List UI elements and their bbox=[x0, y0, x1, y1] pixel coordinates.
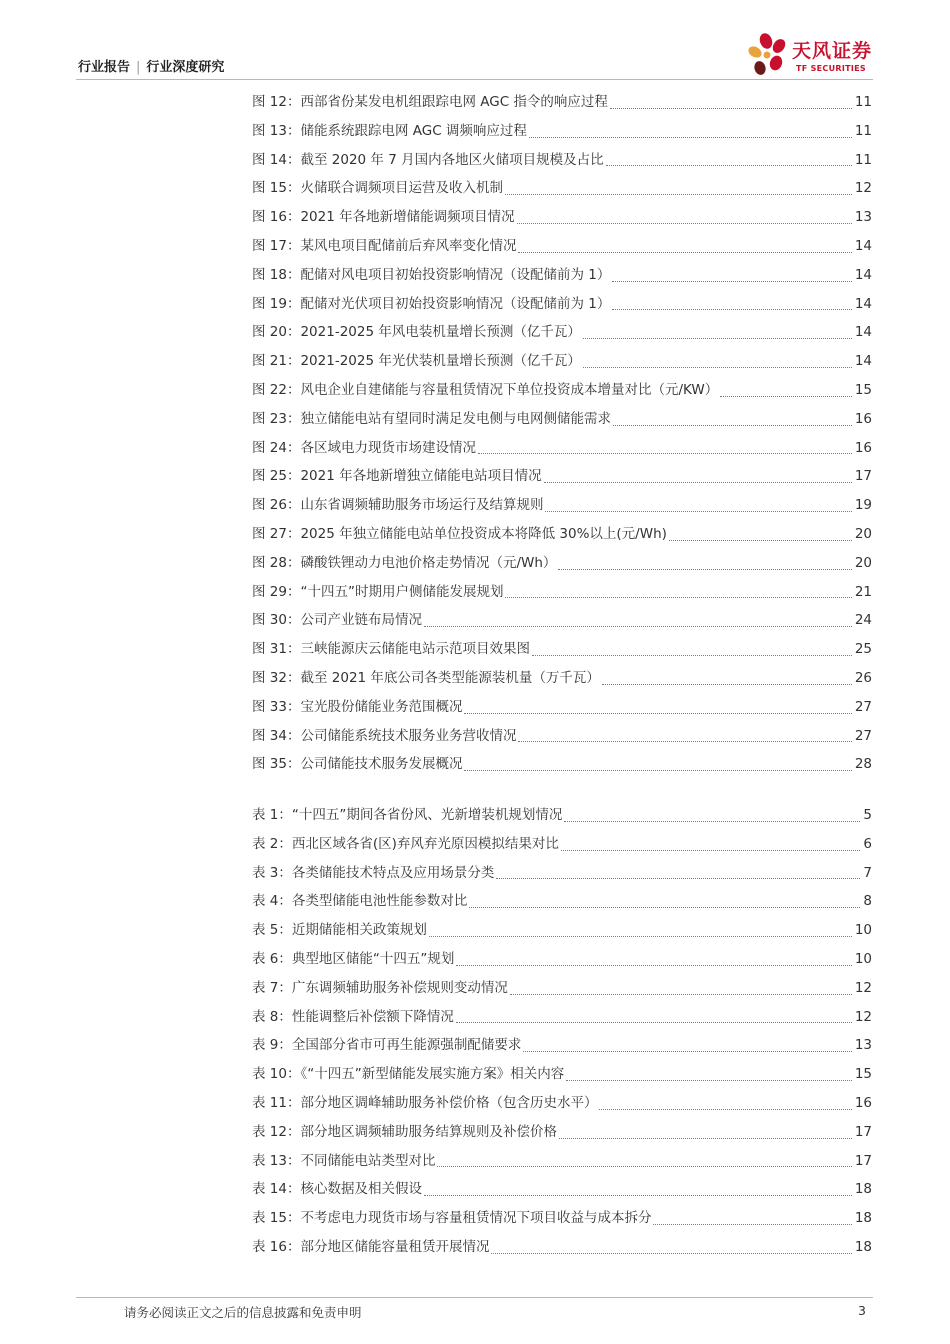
toc-entry-page: 21 bbox=[854, 583, 872, 600]
report-type-label: 行业报告 bbox=[78, 60, 131, 75]
figure-toc-entry[interactable] bbox=[252, 750, 872, 779]
toc-entry-page: 14 bbox=[854, 295, 872, 312]
report-category-label: 行业深度研究 bbox=[146, 60, 225, 75]
toc-entry-label: 图 15：火储联合调频项目运营及收入机制 bbox=[252, 180, 503, 197]
toc-entry-page: 26 bbox=[854, 669, 872, 686]
toc-entry-label: 图 32：截至 2021 年底公司各类型能源装机量（万千瓦） bbox=[252, 669, 600, 686]
dot-leader bbox=[464, 770, 851, 771]
table-toc-entry[interactable] bbox=[252, 1089, 872, 1118]
toc-entry-label: 图 31：三峡能源庆云储能电站示范项目效果图 bbox=[252, 641, 530, 658]
dot-leader bbox=[424, 626, 852, 627]
dot-leader bbox=[496, 878, 860, 879]
figure-toc-entry[interactable] bbox=[252, 261, 872, 290]
toc-entry-label: 图 23：独立储能电站有望同时满足发电侧与电网侧储能需求 bbox=[252, 410, 611, 427]
toc-entry-label: 表 14：核心数据及相关假设 bbox=[252, 1181, 422, 1198]
tables-toc bbox=[252, 801, 872, 1262]
figure-toc-entry[interactable] bbox=[252, 347, 872, 376]
toc-entry-page: 18 bbox=[854, 1238, 872, 1255]
dot-leader bbox=[523, 1051, 851, 1052]
table-toc-entry[interactable] bbox=[252, 1060, 872, 1089]
toc-entry-page: 12 bbox=[854, 979, 872, 996]
figure-toc-entry[interactable] bbox=[252, 88, 872, 117]
footer-divider bbox=[76, 1297, 873, 1298]
table-toc-entry[interactable] bbox=[252, 1204, 872, 1233]
figure-toc-entry[interactable] bbox=[252, 318, 872, 347]
brand-name-en: TF SECURITIES bbox=[796, 64, 866, 73]
toc-entry-page: 14 bbox=[854, 324, 872, 341]
figure-toc-entry[interactable] bbox=[252, 462, 872, 491]
dot-leader bbox=[469, 907, 860, 908]
figure-toc-entry[interactable] bbox=[252, 635, 872, 664]
figure-toc-entry[interactable] bbox=[252, 434, 872, 463]
dot-leader bbox=[566, 1080, 852, 1081]
toc-entry-label: 图 27：2025 年独立储能电站单位投资成本将降低 30%以上(元/Wh) bbox=[252, 525, 667, 542]
flower-logo-icon bbox=[746, 30, 794, 82]
figures-toc bbox=[252, 88, 872, 779]
dot-leader bbox=[545, 511, 851, 512]
figure-toc-entry[interactable] bbox=[252, 203, 872, 232]
dot-leader bbox=[561, 850, 860, 851]
toc-entry-label: 图 30：公司产业链布局情况 bbox=[252, 612, 422, 629]
toc-entry-page: 25 bbox=[854, 641, 872, 658]
dot-leader bbox=[583, 338, 852, 339]
toc-entry-label: 表 6：典型地区储能“十四五”规划 bbox=[252, 950, 455, 967]
dot-leader bbox=[510, 994, 852, 995]
dot-leader bbox=[532, 655, 852, 656]
toc-entry-page: 27 bbox=[854, 727, 872, 744]
toc-entry-page: 17 bbox=[854, 468, 872, 485]
table-toc-entry[interactable] bbox=[252, 859, 872, 888]
toc-entry-page: 20 bbox=[854, 554, 872, 571]
toc-entry-label: 表 13：不同储能电站类型对比 bbox=[252, 1152, 436, 1169]
dot-leader bbox=[505, 597, 851, 598]
dot-leader bbox=[669, 540, 852, 541]
figure-toc-entry[interactable] bbox=[252, 405, 872, 434]
toc-entry-label: 图 26：山东省调频辅助服务市场运行及结算规则 bbox=[252, 497, 544, 514]
toc-entry-label: 图 28：磷酸铁锂动力电池价格走势情况（元/Wh） bbox=[252, 554, 557, 571]
toc-entry-page: 16 bbox=[854, 439, 872, 456]
dot-leader bbox=[612, 309, 851, 310]
brand-name-cn: 天风证券 bbox=[792, 40, 873, 62]
dot-leader bbox=[491, 1253, 851, 1254]
toc-entry-page: 18 bbox=[854, 1210, 872, 1227]
table-toc-entry[interactable] bbox=[252, 830, 872, 859]
dot-leader bbox=[606, 165, 852, 166]
toc-entry-label: 图 22：风电企业自建储能与容量租赁情况下单位投资成本增量对比（元/KW） bbox=[252, 381, 719, 398]
table-toc-entry[interactable] bbox=[252, 1003, 872, 1032]
toc-entry-label: 图 25：2021 年各地新增独立储能电站项目情况 bbox=[252, 468, 542, 485]
toc-entry-page: 11 bbox=[854, 151, 872, 168]
toc-entry-label: 表 1：“十四五”期间各省份风、光新增装机规划情况 bbox=[252, 807, 563, 823]
table-toc-entry[interactable] bbox=[252, 945, 872, 974]
dot-leader bbox=[612, 281, 851, 282]
toc-entry-label: 表 4：各类型储能电池性能参数对比 bbox=[252, 893, 468, 910]
table-toc-entry[interactable] bbox=[252, 1175, 872, 1204]
dot-leader bbox=[599, 1109, 851, 1110]
disclaimer-notice: 请务必阅读正文之后的信息披露和免责申明 bbox=[124, 1305, 362, 1320]
figure-toc-entry[interactable] bbox=[252, 232, 872, 261]
toc-entry-page: 15 bbox=[854, 1066, 872, 1083]
dot-leader bbox=[653, 1224, 851, 1225]
toc-entry-label: 表 10：《“十四五”新型储能发展实施方案》相关内容 bbox=[252, 1066, 565, 1083]
toc-entry-label: 表 12：部分地区调频辅助服务结算规则及补偿价格 bbox=[252, 1123, 557, 1140]
toc-entry-page: 12 bbox=[854, 180, 872, 197]
header-divider bbox=[76, 79, 873, 80]
toc-entry-page: 7 bbox=[863, 864, 872, 881]
figure-toc-entry[interactable] bbox=[252, 693, 872, 722]
table-toc-entry[interactable] bbox=[252, 1233, 872, 1262]
toc-entry-page: 17 bbox=[854, 1123, 872, 1140]
table-toc-entry[interactable] bbox=[252, 1147, 872, 1176]
toc-entry-label: 表 16：部分地区储能容量租赁开展情况 bbox=[252, 1238, 490, 1255]
dot-leader bbox=[505, 194, 852, 195]
toc-entry-label: 图 35：公司储能技术服务发展概况 bbox=[252, 756, 463, 773]
dot-leader bbox=[583, 367, 852, 368]
dot-leader bbox=[478, 453, 852, 454]
toc-entry-page: 16 bbox=[854, 410, 872, 427]
toc-entry-page: 13 bbox=[854, 1037, 872, 1054]
toc-entry-page: 28 bbox=[854, 756, 872, 773]
dot-leader bbox=[558, 569, 851, 570]
toc-entry-label: 图 13：储能系统跟踪电网 AGC 调频响应过程 bbox=[252, 122, 527, 139]
toc-entry-label: 图 20：2021-2025 年风电装机量增长预测（亿千瓦） bbox=[252, 324, 581, 341]
dot-leader bbox=[544, 482, 852, 483]
toc-entry-label: 图 21：2021-2025 年光伏装机量增长预测（亿千瓦） bbox=[252, 353, 581, 370]
figure-toc-entry[interactable] bbox=[252, 146, 872, 175]
table-toc-entry[interactable] bbox=[252, 1031, 872, 1060]
figure-toc-entry[interactable] bbox=[252, 549, 872, 578]
dot-leader bbox=[429, 936, 852, 937]
toc-entry-page: 6 bbox=[863, 835, 872, 852]
tf-securities-logo bbox=[746, 30, 886, 82]
table-toc-entry[interactable] bbox=[252, 801, 872, 830]
toc-entry-page: 11 bbox=[854, 122, 872, 139]
figure-toc-entry[interactable] bbox=[252, 376, 872, 405]
header-separator: | bbox=[136, 60, 141, 75]
toc-entry-label: 图 29：“十四五”时期用户侧储能发展规划 bbox=[252, 583, 504, 600]
toc-entry-label: 图 17：某风电项目配储前后弃风率变化情况 bbox=[252, 237, 517, 254]
toc-entry-label: 图 12：西部省份某发电机组跟踪电网 AGC 指令的响应过程 bbox=[252, 94, 608, 110]
toc-entry-page: 15 bbox=[854, 381, 872, 398]
figure-toc-entry[interactable] bbox=[252, 174, 872, 203]
toc-entry-label: 图 14：截至 2020 年 7 月国内各地区火储项目规模及占比 bbox=[252, 151, 604, 168]
toc-entry-label: 表 2：西北区域各省(区)弃风弃光原因模拟结果对比 bbox=[252, 835, 559, 852]
dot-leader bbox=[559, 1138, 852, 1139]
dot-leader bbox=[529, 137, 852, 138]
dot-leader bbox=[437, 1166, 851, 1167]
report-header bbox=[78, 56, 224, 75]
table-toc-entry[interactable] bbox=[252, 887, 872, 916]
figure-toc-entry[interactable] bbox=[252, 664, 872, 693]
toc-entry-label: 图 34：公司储能系统技术服务业务营收情况 bbox=[252, 727, 517, 744]
toc-entry-label: 图 19：配储对光伏项目初始投资影响情况（设配储前为 1） bbox=[252, 295, 611, 312]
dot-leader bbox=[517, 223, 852, 224]
toc-entry-label: 图 16：2021 年各地新增储能调频项目情况 bbox=[252, 209, 515, 226]
toc-entry-page: 24 bbox=[854, 612, 872, 629]
table-toc-entry[interactable] bbox=[252, 974, 872, 1003]
dot-leader bbox=[456, 1022, 852, 1023]
toc-entry-label: 表 11：部分地区调峰辅助服务补偿价格（包含历史水平） bbox=[252, 1094, 598, 1111]
toc-entry-label: 表 3：各类储能技术特点及应用场景分类 bbox=[252, 864, 495, 881]
toc-entry-page: 12 bbox=[854, 1008, 872, 1025]
toc-entry-label: 表 9：全国部分省市可再生能源强制配储要求 bbox=[252, 1037, 522, 1054]
toc-entry-label: 表 15：不考虑电力现货市场与容量租赁情况下项目收益与成本拆分 bbox=[252, 1210, 652, 1227]
toc-entry-page: 14 bbox=[854, 353, 872, 370]
toc-entry-label: 图 18：配储对风电项目初始投资影响情况（设配储前为 1） bbox=[252, 266, 611, 283]
toc-entry-page: 10 bbox=[854, 950, 872, 967]
dot-leader bbox=[564, 821, 860, 822]
figure-toc-entry[interactable] bbox=[252, 520, 872, 549]
table-toc-entry[interactable] bbox=[252, 1118, 872, 1147]
toc-entry-page: 19 bbox=[854, 497, 872, 514]
toc-entry-page: 5 bbox=[863, 807, 872, 823]
dot-leader bbox=[720, 396, 852, 397]
dot-leader bbox=[518, 252, 851, 253]
dot-leader bbox=[518, 741, 851, 742]
figure-toc-entry[interactable] bbox=[252, 606, 872, 635]
dot-leader bbox=[613, 425, 852, 426]
page-number: 3 bbox=[858, 1303, 866, 1318]
toc-entry-label: 图 24：各区域电力现货市场建设情况 bbox=[252, 439, 476, 456]
toc-entry-page: 14 bbox=[854, 266, 872, 283]
figure-toc-entry[interactable] bbox=[252, 117, 872, 146]
figure-toc-entry[interactable] bbox=[252, 578, 872, 607]
dot-leader bbox=[424, 1195, 852, 1196]
toc-entry-page: 17 bbox=[854, 1152, 872, 1169]
toc-entry-page: 14 bbox=[854, 237, 872, 254]
toc-entry-page: 18 bbox=[854, 1181, 872, 1198]
toc-entry-label: 表 7：广东调频辅助服务补偿规则变动情况 bbox=[252, 979, 508, 996]
toc-entry-page: 10 bbox=[854, 922, 872, 939]
dot-leader bbox=[456, 965, 851, 966]
table-toc-entry[interactable] bbox=[252, 916, 872, 945]
figure-toc-entry[interactable] bbox=[252, 722, 872, 751]
toc-entry-label: 表 8：性能调整后补偿额下降情况 bbox=[252, 1008, 454, 1025]
toc-entry-page: 13 bbox=[854, 209, 872, 226]
toc-entry-page: 11 bbox=[854, 94, 872, 110]
dot-leader bbox=[602, 684, 852, 685]
dot-leader bbox=[464, 713, 851, 714]
toc-entry-label: 表 5：近期储能相关政策规划 bbox=[252, 922, 427, 939]
toc-entry-page: 16 bbox=[854, 1094, 872, 1111]
figure-toc-entry[interactable] bbox=[252, 491, 872, 520]
toc-entry-label: 图 33：宝光股份储能业务范围概况 bbox=[252, 698, 463, 715]
figure-toc-entry[interactable] bbox=[252, 290, 872, 319]
dot-leader bbox=[610, 108, 852, 109]
toc-entry-page: 20 bbox=[854, 525, 872, 542]
toc-entry-page: 8 bbox=[863, 893, 872, 910]
toc-entry-page: 27 bbox=[854, 698, 872, 715]
